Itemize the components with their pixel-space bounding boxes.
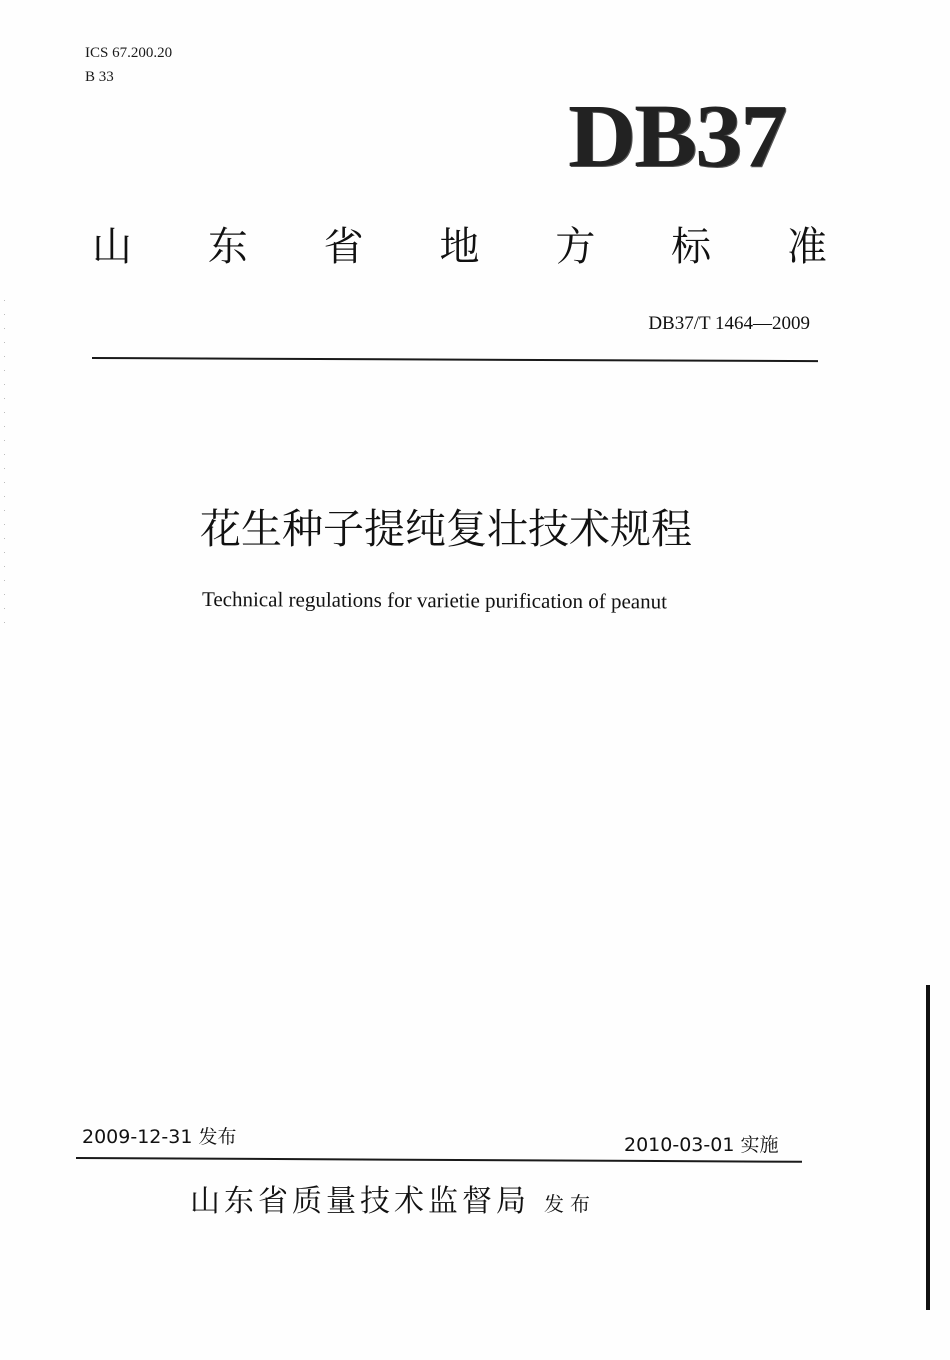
ccs-code: B 33: [85, 69, 114, 85]
issuing-authority: [190, 1180, 596, 1226]
category-char: 标: [671, 224, 712, 270]
category-char: 地: [439, 224, 480, 270]
issue-date: 2009-12-31 发布: [82, 1126, 237, 1148]
category-char: 准: [786, 224, 827, 270]
scan-edge-mark: [926, 985, 930, 1310]
db37-logo: DB37: [568, 87, 786, 186]
category-char: 山: [92, 224, 132, 270]
ics-code: ICS 67.200.20: [85, 45, 173, 61]
scan-dots: [4, 300, 5, 630]
top-divider: [92, 357, 818, 362]
implementation-date: 2010-03-01 实施: [624, 1134, 779, 1156]
document-title-chinese: 花生种子提纯复壮技术规程: [200, 505, 692, 553]
document-title-english: Technical regulations for varietie purification of peanut: [201, 587, 668, 614]
category-char: 东: [207, 224, 248, 270]
standard-category: [92, 222, 827, 272]
category-char: 方: [555, 224, 596, 270]
issuer-suffix: 发布: [544, 1192, 596, 1216]
issuer-name: 山东省质量技术监督局: [190, 1184, 530, 1219]
category-char: 省: [323, 224, 364, 270]
standard-number: DB37/T 1464—2009: [648, 313, 810, 334]
